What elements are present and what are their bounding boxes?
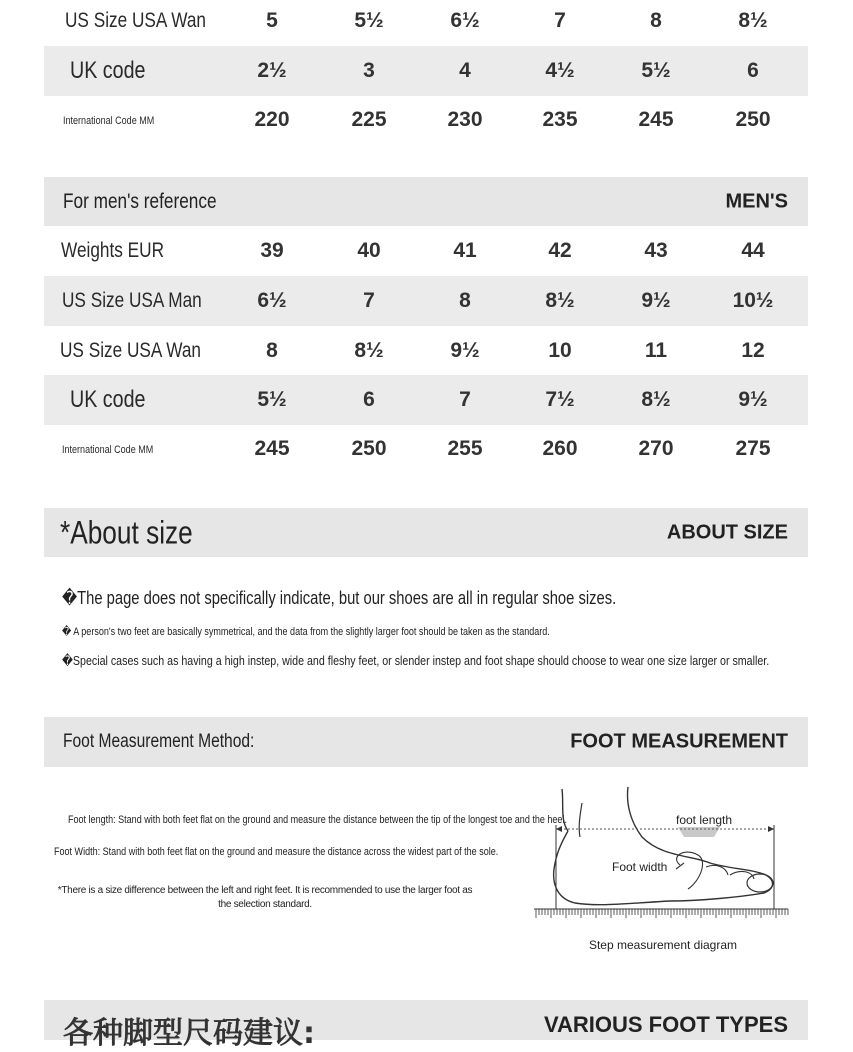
foot-measurement-title: Foot Measurement Method:: [63, 731, 255, 752]
size-row-label: UK code: [70, 57, 146, 84]
diagram-caption: Step measurement diagram: [588, 938, 738, 952]
size-cell: 39: [260, 239, 284, 262]
size-cell: 10½: [732, 289, 774, 312]
size-cell: 9½: [738, 388, 768, 411]
size-cell: 245: [254, 437, 290, 460]
size-cell: 230: [447, 108, 483, 131]
size-cell: 275: [735, 437, 771, 460]
about-note-symmetry: � A person's two feet are basically symmetrical, and the data from the slightly larger foot should be taken as the standard.: [62, 626, 550, 638]
size-cell: 5: [266, 9, 278, 32]
foot-types-title: 各种脚型尺码建议:: [63, 1016, 315, 1051]
foot-types-band: [44, 1000, 808, 1051]
size-row: [44, 276, 808, 326]
size-row: [44, 95, 808, 145]
size-cell: 9½: [641, 289, 671, 312]
ruler-ticks: [536, 909, 788, 918]
size-cell: 250: [735, 108, 771, 131]
mens-header-band: [44, 177, 808, 226]
size-cell: 6½: [257, 289, 287, 312]
foot-length-instruction: Foot length: Stand with both feet flat on the ground and measure the distance between the tip of the longest toe and the heel.: [68, 814, 567, 826]
about-note-regular-sizes: �The page does not specifically indicate, but our shoes are all in regular shoe sizes.: [62, 588, 617, 608]
size-cell: 250: [351, 437, 387, 460]
size-row-label: International Code MM: [62, 444, 154, 456]
size-cell: 7: [459, 388, 471, 411]
size-cell: 255: [447, 437, 483, 460]
size-cell: 8½: [354, 339, 384, 362]
foot-measurement-tag: FOOT MEASUREMENT: [570, 730, 788, 753]
size-cell: 5½: [257, 388, 287, 411]
about-note-special-cases: �Special cases such as having a high instep, wide and fleshy feet, or slender instep and foot shape should choose to wear one size larger or smaller.: [62, 653, 770, 668]
foot-size-note: *There is a size difference between the left and right feet. It is recommended to use the larger foot as the selection standard.: [57, 885, 473, 910]
size-cell: 8½: [641, 388, 671, 411]
size-cell: 42: [548, 239, 572, 262]
size-row: [44, 0, 808, 46]
foot-measurement-diagram: [530, 785, 795, 960]
size-cell: 5½: [641, 59, 671, 82]
size-row-label: US Size USA Wan: [60, 339, 202, 362]
size-row-label: US Size USA Wan: [65, 9, 207, 32]
foot-width-instruction: Foot Width: Stand with both feet flat on the ground and measure the distance across the widest part of the sole.: [54, 846, 499, 858]
size-row-label: Weights EUR: [61, 239, 165, 262]
foot-length-label: foot length: [676, 813, 733, 827]
size-cell: 270: [638, 437, 674, 460]
size-cell: 220: [254, 108, 290, 131]
size-cell: 41: [453, 239, 477, 262]
about-size-tag: ABOUT SIZE: [666, 521, 788, 543]
size-row: [44, 424, 808, 474]
size-cell: 2½: [257, 59, 287, 82]
size-cell: 40: [357, 239, 381, 262]
foot-types-tag: VARIOUS FOOT TYPES: [543, 1012, 788, 1037]
size-row: [44, 46, 808, 96]
size-row-label: International Code MM: [63, 115, 155, 127]
size-cell: 260: [542, 437, 578, 460]
about-size-title: *About size: [60, 514, 193, 550]
size-row-label: UK code: [70, 386, 146, 413]
size-cell: 8½: [545, 289, 575, 312]
size-cell: 6: [747, 59, 759, 82]
size-row-label: US Size USA Man: [62, 289, 202, 312]
size-cell: 11: [644, 339, 668, 362]
size-row: [44, 226, 808, 276]
size-row: [44, 326, 808, 376]
toe-shape: [747, 874, 773, 892]
size-cell: 8½: [738, 9, 768, 32]
foot-width-label: Foot width: [612, 860, 668, 874]
size-cell: 7½: [545, 388, 575, 411]
mens-header-title: For men's reference: [63, 189, 217, 213]
size-cell: 4½: [545, 59, 575, 82]
size-cell: 225: [351, 108, 387, 131]
size-cell: 8: [266, 339, 278, 362]
about-size-band: [44, 508, 808, 557]
size-cell: 5½: [354, 9, 384, 32]
size-cell: 235: [542, 108, 578, 131]
size-cell: 7: [363, 289, 375, 312]
size-cell: 6: [363, 388, 375, 411]
size-cell: 10: [548, 339, 572, 362]
mens-header-tag: MEN'S: [725, 190, 788, 212]
size-cell: 6½: [450, 9, 480, 32]
size-cell: 44: [741, 239, 765, 262]
size-cell: 8: [459, 289, 471, 312]
size-row: [44, 375, 808, 425]
size-cell: 245: [638, 108, 674, 131]
size-cell: 8: [650, 9, 662, 32]
size-cell: 43: [644, 239, 668, 262]
foot-measurement-band: [44, 717, 808, 767]
size-cell: 4: [459, 59, 471, 82]
size-cell: 9½: [450, 339, 480, 362]
size-cell: 3: [363, 59, 375, 82]
size-cell: 12: [741, 339, 765, 362]
size-cell: 7: [554, 9, 566, 32]
foot-outline: [562, 789, 568, 831]
